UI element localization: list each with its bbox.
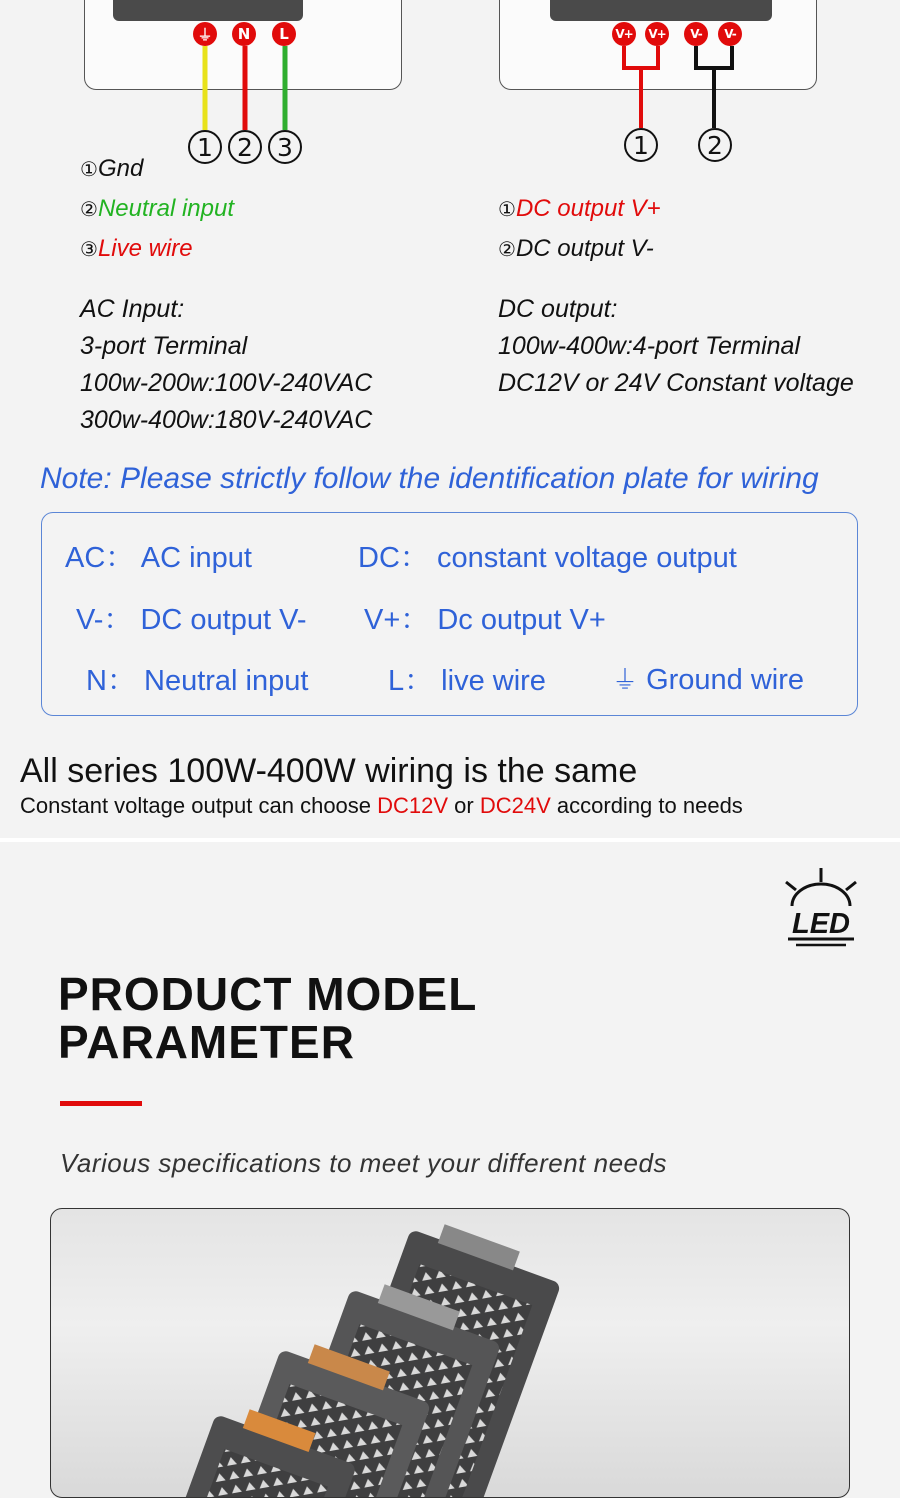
- legend-label: DC output V+: [515, 195, 661, 222]
- vplus-wire-red: [624, 46, 658, 68]
- legend-label: Live wire: [97, 235, 193, 262]
- live-badge: L: [272, 22, 296, 46]
- ac-input-spec: [80, 291, 372, 439]
- neutral-badge: N: [232, 22, 256, 46]
- dc-legend-vplus: ①DC output V+: [498, 195, 661, 222]
- section-divider: [0, 838, 900, 842]
- ground-icon: ⏚: [612, 666, 639, 696]
- dc-wires: [450, 0, 900, 170]
- ac-legend-live: ③Live wire: [80, 235, 193, 262]
- ac-callout-2: 2: [228, 130, 262, 164]
- ac-callout-1: 1: [188, 130, 222, 164]
- key-vminus: V-： DC output V-: [76, 604, 307, 636]
- dc-legend-vminus: ②DC output V-: [498, 235, 654, 262]
- wiring-note: Note: Please strictly follow the identification plate for wiring: [40, 462, 819, 495]
- vminus-badge-2: V-: [718, 22, 742, 46]
- key-dc: DC： constant voltage output: [358, 542, 737, 574]
- dc-callout-1: 1: [624, 128, 658, 162]
- key-vplus: V+： Dc output V+: [364, 604, 606, 636]
- power-supply-photo: [50, 1208, 850, 1498]
- ac-spec-line: 3-port Terminal: [80, 332, 248, 360]
- led-bulb-icon: [780, 866, 862, 950]
- power-supply-illustration: [51, 1209, 850, 1498]
- dc-spec-line: 100w-400w:4-port Terminal: [498, 332, 801, 360]
- vplus-badge-1: V+: [612, 22, 636, 46]
- dc-callout-2: 2: [698, 128, 732, 162]
- ac-legend-gnd: ①Gnd: [80, 155, 144, 182]
- heading-accent-bar: [60, 1101, 142, 1106]
- legend-label: Gnd: [97, 155, 144, 182]
- key-live: L： live wire: [388, 665, 546, 697]
- legend-label: Neutral input: [97, 195, 235, 222]
- product-model-heading: PRODUCT MODEL PARAMETER: [58, 968, 478, 1068]
- led-logo-text: LED: [792, 908, 850, 940]
- series-subtext: Constant voltage output can choose DC12V or DC24V according to needs: [20, 793, 743, 818]
- product-subtitle: Various specifications to meet your different needs: [60, 1148, 667, 1178]
- key-ground-label: Ground wire: [646, 664, 805, 696]
- key-neutral: N： Neutral input: [86, 665, 309, 697]
- ac-spec-title: AC Input:: [80, 295, 185, 323]
- vminus-badge-1: V-: [684, 22, 708, 46]
- dc-output-spec: [498, 291, 854, 402]
- dc12-highlight: DC12V: [377, 793, 449, 818]
- ac-spec-line: 100w-200w:100V-240VAC: [80, 369, 373, 397]
- ac-legend-neutral: ②Neutral input: [80, 195, 235, 222]
- key-ac: AC： AC input: [65, 542, 252, 574]
- vminus-wire-black: [696, 46, 732, 68]
- ac-callout-3: 3: [268, 130, 302, 164]
- dc-spec-title: DC output:: [498, 295, 618, 323]
- series-heading: All series 100W-400W wiring is the same: [20, 752, 638, 790]
- dc24-highlight: DC24V: [479, 793, 551, 818]
- ac-spec-line: 300w-400w:180V-240VAC: [80, 406, 373, 434]
- vplus-badge-2: V+: [645, 22, 669, 46]
- ground-badge: ⏚: [193, 22, 217, 46]
- dc-spec-line: DC12V or 24V Constant voltage: [498, 369, 854, 397]
- ac-wires: [0, 0, 450, 170]
- legend-label: DC output V-: [515, 235, 654, 262]
- key-ground: [612, 660, 804, 697]
